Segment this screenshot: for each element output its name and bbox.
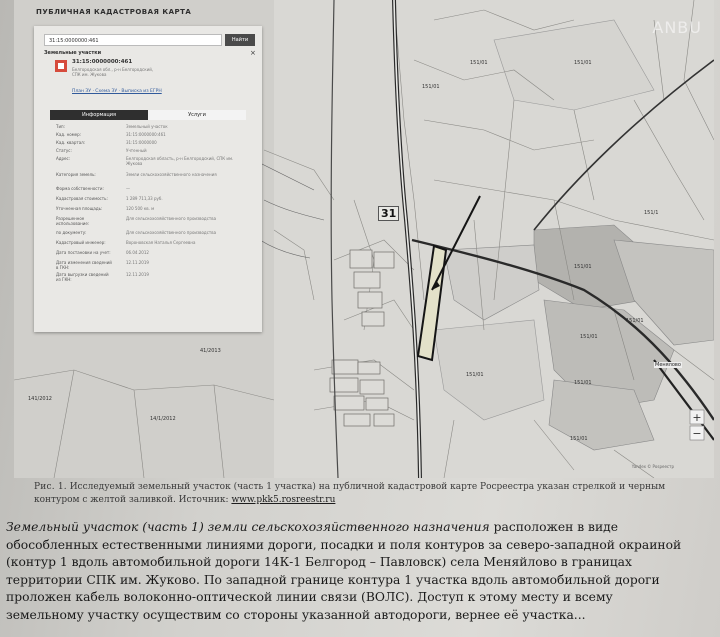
parcel-info-panel <box>34 26 262 332</box>
attribute-label: Дата выгрузки сведений из ГКН: <box>56 272 109 282</box>
parcel-label: 141/2012 <box>28 396 52 402</box>
attribute-value: Вороновская Наталья Сергеевна <box>126 240 196 245</box>
road-number-label: 31 <box>378 206 399 221</box>
attribute-label: Форма собственности: <box>56 186 104 191</box>
attribute-label: Статус: <box>56 148 72 153</box>
paragraph-line-1: Земельный участок (часть 1) земли сельскохозяйственного назначения расположен в виде <box>6 520 619 534</box>
svg-text:−: − <box>692 427 702 440</box>
attribute-label: Кадастровый инженер: <box>56 240 106 245</box>
body-paragraph <box>6 519 714 624</box>
attribute-value: Учтенный <box>126 148 147 153</box>
attribute-value: 06.04.2012 <box>126 250 149 255</box>
panel-tabs <box>50 110 246 120</box>
parcel-label: 151/01 <box>574 60 592 66</box>
parcel-label: 151/01 <box>570 436 588 442</box>
attribute-value: 31:15:0000000:461 <box>126 132 166 137</box>
paragraph-line: обособленных естественными линиями дороги, посадки и поля контуров за северо-западной окраиной <box>6 537 682 552</box>
attribute-label: Уточненная площадь: <box>56 206 103 211</box>
attribute-label: Кад. номер: <box>56 132 82 137</box>
caption-prefix: Рис. 1. <box>34 482 67 492</box>
parcel-label: 151/01 <box>470 60 488 66</box>
parcel-card <box>50 59 246 131</box>
attribute-value: Белгородская область, р-н Белгородский, СПК им. Жукова <box>126 156 234 166</box>
caption-link[interactable]: www.pkk5.rosreestr.ru <box>231 495 336 505</box>
tab-information[interactable]: Информация <box>50 110 148 120</box>
attribute-label: Кадастровая стоимость: <box>56 196 108 201</box>
parcel-address-line: Белгородская обл., р-н Белгородский, <box>72 67 154 72</box>
attribute-value: Земли сельскохозяйственного назначения <box>126 172 217 177</box>
attribute-label: Дата изменения сведений в ГКН: <box>56 260 112 270</box>
attribute-value: 120 500 кв. м <box>126 206 155 211</box>
paragraph-italic-lead: Земельный участок (часть 1) земли сельскохозяйственного назначения <box>6 520 490 534</box>
search-input[interactable]: 31:15:0000000:461 <box>44 34 222 46</box>
attribute-label: Кад. квартал: <box>56 140 86 145</box>
parcel-number: 31:15:0000000:461 <box>72 59 133 65</box>
parcel-address-line: СПК им. Жукова <box>72 72 107 77</box>
parcel-label: 151/1 <box>644 210 659 216</box>
paragraph-line: (контур 1 вдоль автомобильной дороги 14К-1 Белгород – Павловск) села Меняйлово в границах <box>6 555 632 569</box>
parcel-label: 41/2013 <box>200 348 221 354</box>
parcel-label: 151/01 <box>574 264 592 270</box>
map-credit: Yandex © Рosреестр <box>631 464 674 469</box>
close-icon[interactable]: × <box>250 49 256 57</box>
attribute-value: 12.11.2019 <box>126 260 149 265</box>
search-button[interactable]: Найти <box>225 34 255 46</box>
paragraph-line: земельному участку осуществим со стороны указанной автодороги, вернее её участка... <box>6 607 586 622</box>
attribute-value: 31:15:0000000 <box>126 140 157 145</box>
watermark: ANBU <box>652 18 702 37</box>
caption-text: Исследуемый земельный участок (часть 1 участка) на публичной кадастровой карте Росреестра указан стрелкой и черным контуром с желтой заливкой. Источник: <box>34 482 666 505</box>
parcel-address <box>72 67 153 77</box>
parcel-icon <box>54 59 68 73</box>
village-label: Менялово <box>655 362 681 368</box>
attribute-value: 1 289 711,33 руб. <box>126 196 163 201</box>
parcel-label: 151/01 <box>422 84 440 90</box>
attribute-label: Адрес: <box>56 156 71 161</box>
attribute-label: по документу: <box>56 230 87 235</box>
map-header: ПУБЛИЧНАЯ КАДАСТРОВАЯ КАРТА <box>36 8 192 16</box>
parcel-label: 14/1/2012 <box>150 416 176 422</box>
paragraph-line: проложен кабель волоконно-оптической линии связи (ВОЛС). Доступ к этому месту и всему <box>6 590 613 604</box>
tab-services[interactable]: Услуги <box>148 110 246 120</box>
attribute-label: Категория земель: <box>56 172 96 177</box>
attribute-label: Разрешенное использование: <box>56 216 90 226</box>
attribute-value: — <box>126 186 130 191</box>
parcel-label: 151/01 <box>626 318 644 324</box>
paragraph-line: территории СПК им. Жуково. По западной границе контура 1 участка вдоль автомобильной дороги <box>6 572 660 587</box>
attribute-value: Для сельскохозяйственного производства <box>126 216 217 221</box>
attribute-label: Тип: <box>56 124 66 129</box>
attribute-value: Земельный участок <box>126 124 168 129</box>
figure-caption <box>34 481 706 507</box>
svg-text:+: + <box>692 411 702 424</box>
attribute-value: 12.11.2019 <box>126 272 149 277</box>
parcel-links[interactable]: План ЗУ · Схема ЗУ · Выписка из ЕГРН <box>72 89 162 94</box>
attribute-value: Для сельскохозяйственного производства <box>126 230 217 235</box>
parcel-label: 151/01 <box>466 372 484 378</box>
attribute-label: Дата постановки на учет: <box>56 250 111 255</box>
parcel-label: 151/01 <box>574 380 592 386</box>
section-title: Земельные участки <box>44 50 102 56</box>
parcel-label: 151/01 <box>580 334 598 340</box>
